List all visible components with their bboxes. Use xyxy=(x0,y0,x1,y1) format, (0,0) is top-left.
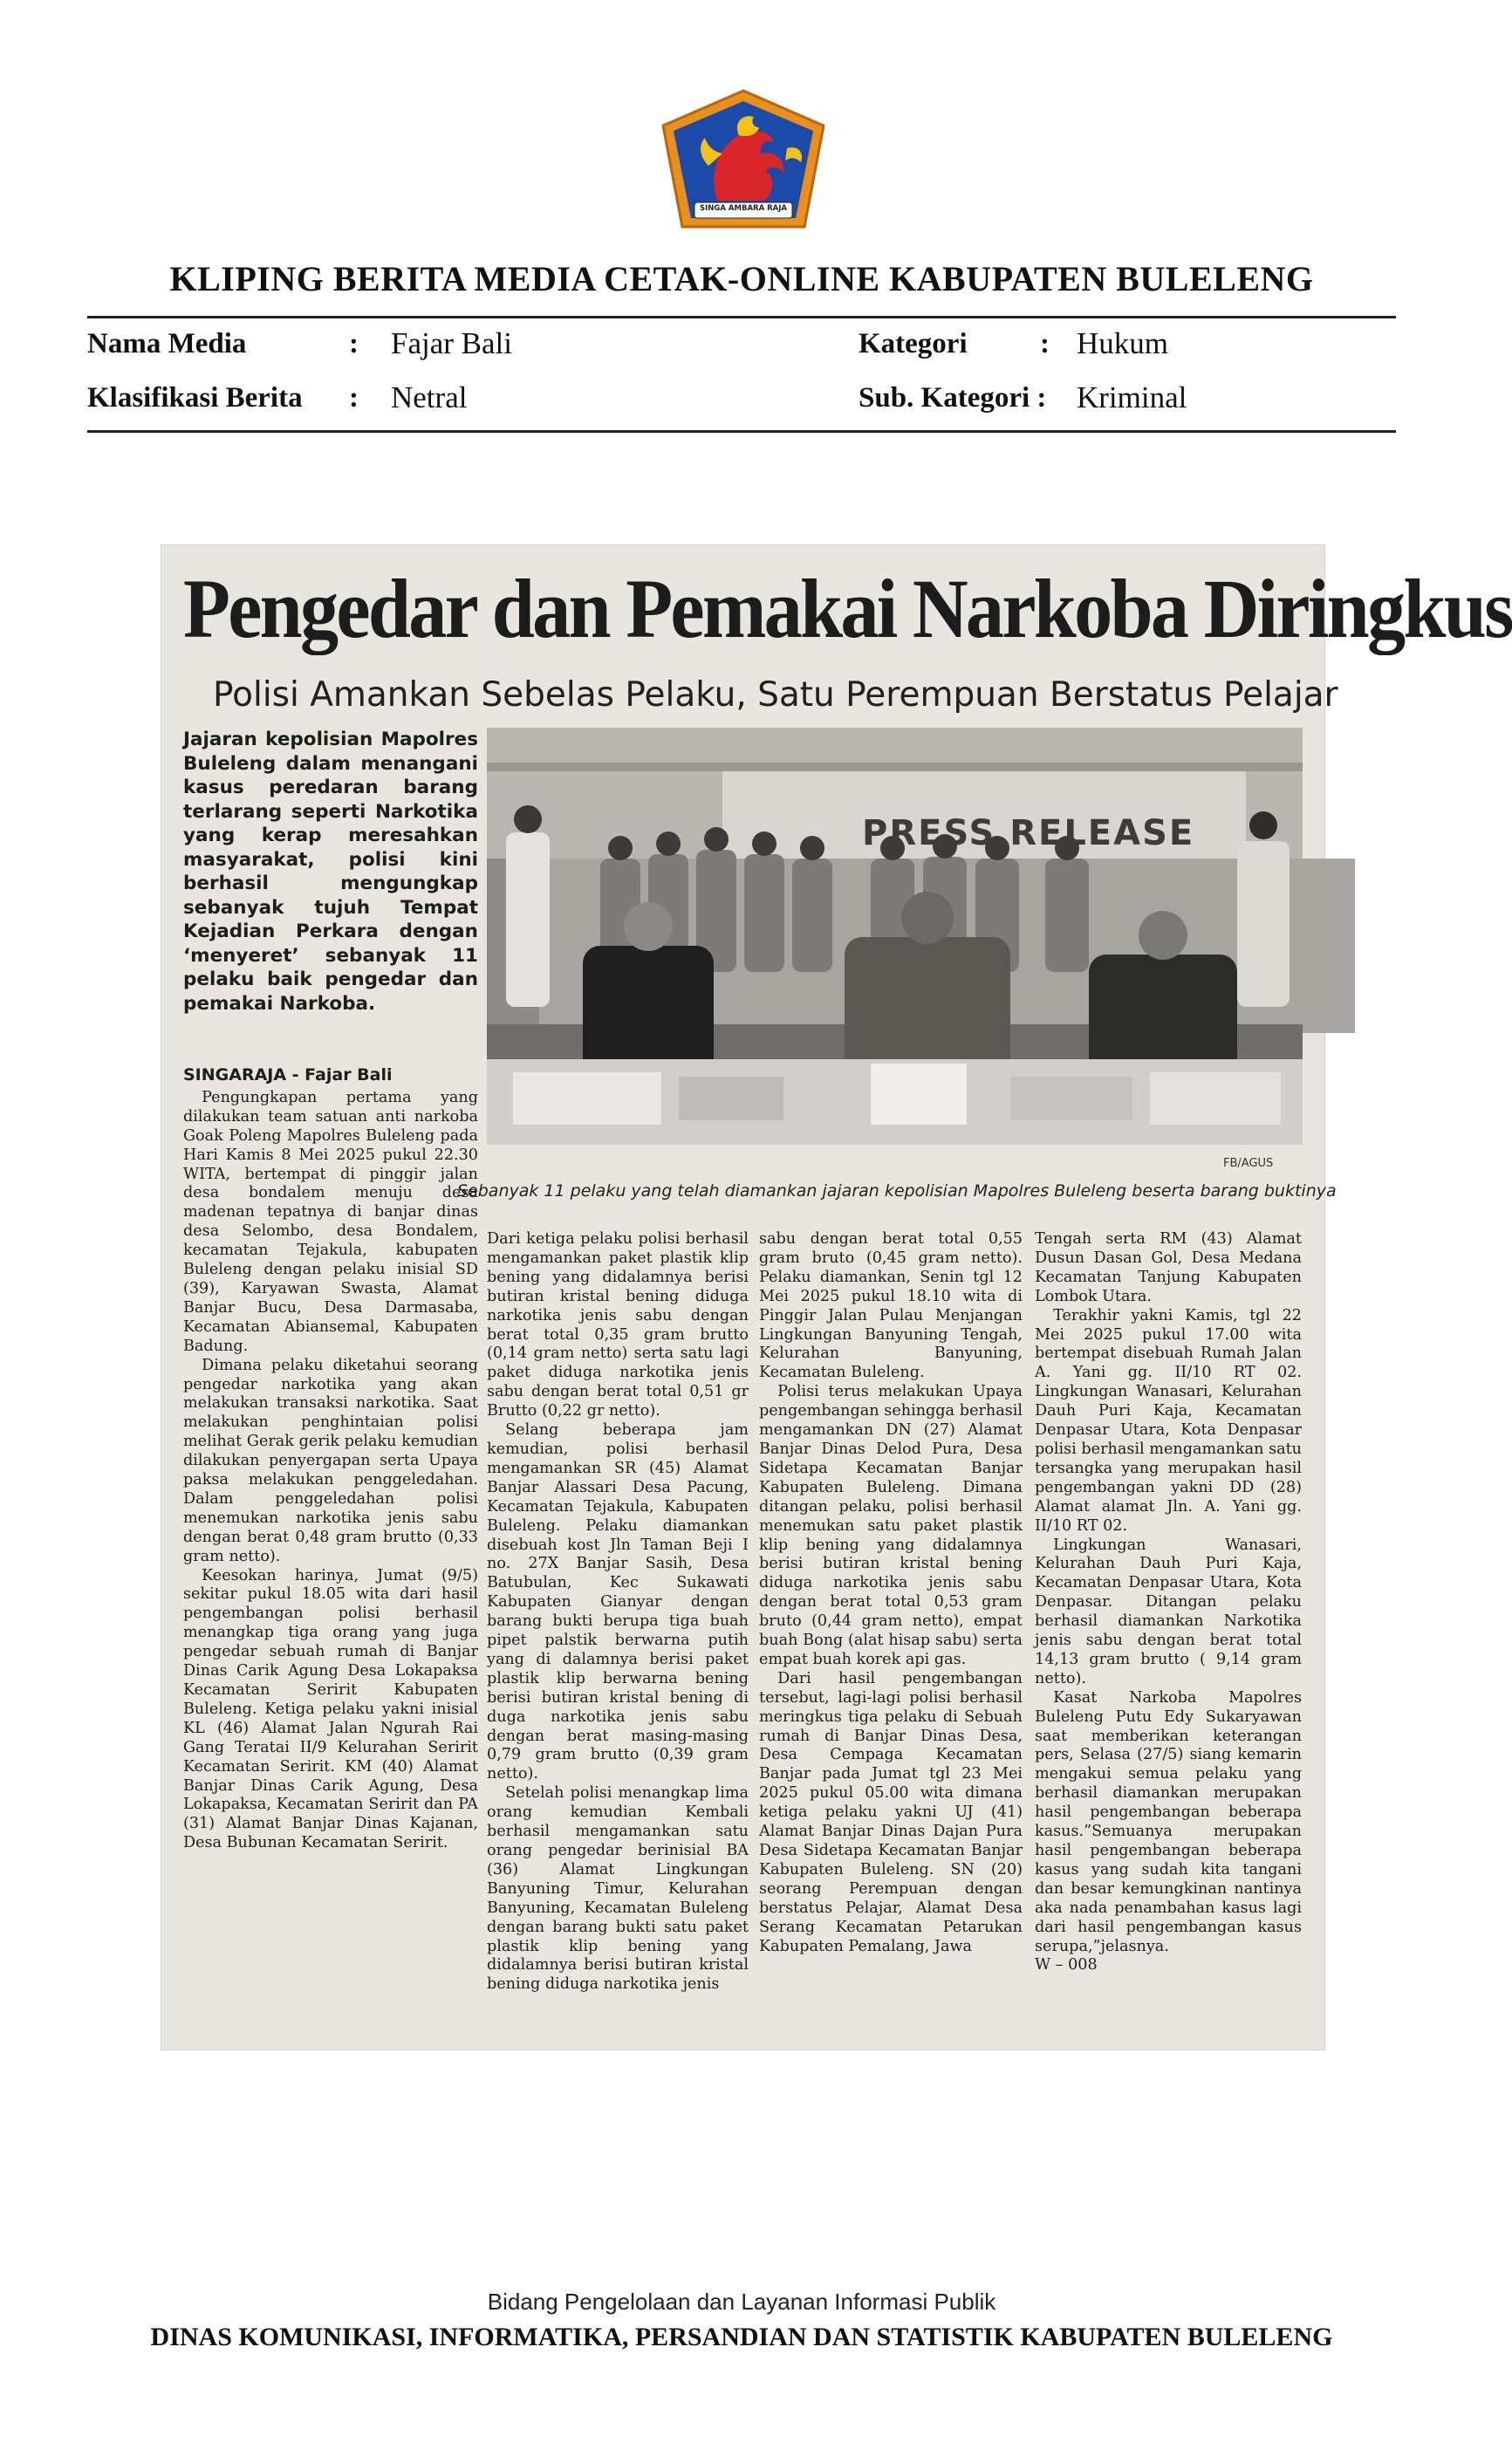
column-2-paragraph: Setelah polisi menangkap lima orang kemudian Kembali berhasil mengamankan satu orang pengedar berinisial BA (36) Alamat Lingkungan Banyuning Timur, Kelurahan Banyuning, Kecamatan Buleleng dengan barang bukti satu paket plastik klip bening yang didalamnya berisi butiran kristal bening diduga narkotika jenis xyxy=(487,1784,749,1994)
footer-department: Bidang Pengelolaan dan Layanan Informasi Publik xyxy=(487,2289,996,2315)
nama-media-colon: : xyxy=(349,328,359,359)
buleleng-emblem-logo xyxy=(656,87,831,236)
nama-media-label: Nama Media xyxy=(87,328,247,359)
press-release-banner: PRESS RELEASE xyxy=(862,813,1195,853)
article-column-3 xyxy=(759,1230,1023,1956)
column-4-paragraph: Tengah serta RM (43) Alamat Dusun Dasan Gol, Desa Medana Kecamatan Tanjung Kabupaten Lombok Utara. xyxy=(1035,1230,1302,1305)
press-release-photo xyxy=(487,728,1303,1145)
column-1-paragraph: Keesokan harinya, Jumat (9/5) sekitar pukul 18.05 wita dari hasil pengembangan polisi berhasil menangkap tiga orang yang juga pengedar sebuah rumah di Banjar Dinas Carik Agung Desa Lokapaksa Kecamatan Seririt Kabupaten Buleleng. Ketiga pelaku yakni inisial KL (46) Alamat Jalan Ngurah Rai Gang Teratai II/9 Kelurahan Seririt Kecamatan Seririt. KM (40) Alamat Banjar Dinas Carik Agung, Desa Lokapaksa, Kecamatan Seririt dan PA (31) Alamat Banjar Dinas Kajanan, Desa Bubunan Kecamatan Seririt. xyxy=(183,1566,478,1852)
subkategori-value: Kriminal xyxy=(1077,380,1187,414)
subkategori-label: Sub. Kategori : xyxy=(859,382,1047,414)
article-column-2 xyxy=(487,1230,749,1995)
column-3-paragraph: Dari hasil pengembangan tersebut, lagi-lagi polisi berhasil meringkus tiga pelaku di Sebuah rumah di Banjar Dinas Desa, Desa Cempaga Kecamatan Banjar pada Jumat tgl 23 Mei 2025 pukul 05.00 wita dimana ketiga pelaku yakni UJ (41) Alamat Banjar Dinas Dajan Pura Desa Sidetapa Kecamatan Banjar Kabupaten Buleleng. SN (20) seorang Perempuan dengan berstatus Pelajar, Alamat Desa Serang Kecamatan Petarukan Kabupaten Pemalang, Jawa xyxy=(759,1669,1023,1955)
column-2-paragraph: Dari ketiga pelaku polisi berhasil mengamankan paket plastik klip bening yang didalamnya berisi butiran kristal bening diduga narkotika jenis sabu dengan berat total 0,35 gram brutto (0,14 gram netto) serta satu lagi paket diduga narkotika jenis sabu dengan berat total 0,51 gr Brutto (0,22 gr netto). xyxy=(487,1230,749,1420)
article-lead: Jajaran kepolisian Mapolres Buleleng dalam menangani kasus peredaran barang terlarang seperti Narkotika yang kerap meresahkan masyarakat, polisi kini berhasil mengungkap sebanyak tujuh Tempat Kejadian Perkara dengan ‘menyeret’ sebanyak 11 pelaku baik pengedar dan pemakai Narkoba. xyxy=(183,729,478,1015)
article-headline: Pengedar dan Pemakai Narkoba Diringkus xyxy=(183,562,1512,655)
article-column-1 xyxy=(183,1066,478,1853)
column-4-paragraph: Kasat Narkoba Mapolres Buleleng Putu Edy Sukaryawan saat memberikan keterangan pers, Selasa (27/5) siang kemarin mengakui semua pelaku yang berhasil diamankan merupakan hasil pengembangan beberapa kasus.”Semuanya merupakan hasil pengembangan beberapa kasus yang sudah kita tangani dan besar kemungkinan nantinya aka nada penambahan kasus lagi dari hasil pengembangan kasus serupa,”jelasnya. xyxy=(1035,1688,1302,1955)
article-dateline: SINGARAJA - Fajar Bali xyxy=(183,1065,393,1085)
klasifikasi-label: Klasifikasi Berita xyxy=(87,382,303,414)
column-1-paragraph: Dimana pelaku diketahui seorang pengedar narkotika yang akan melakukan transaksi narkotika. Saat melakukan penghintaian polisi melihat Gerak gerik pelaku kemudian dilakukan penyergapan serta Upaya paksa melakukan penggeledahan. Dalam penggeledahan polisi menemukan narkotika jenis sabu dengan berat 0,48 gram brutto (0,33 gram netto). xyxy=(183,1356,478,1565)
column-4-paragraph: Terakhir yakni Kamis, tgl 22 Mei 2025 pukul 17.00 wita bertempat disebuah Rumah Jalan A. Yani gg. II/10 RT 02. Lingkungan Wanasari, Kelurahan Dauh Puri Kaja, Kecamatan Denpasar Utara, Kota Denpasar polisi berhasil mengamankan satu tersangka yang merupakan hasil pengembangan yakni DD (28) Alamat alamat Jln. A. Yani gg. II/10 RT 02. xyxy=(1035,1306,1302,1535)
column-3-paragraph: Polisi terus melakukan Upaya pengembangan sehingga berhasil mengamankan DN (27) Alamat Banjar Dinas Delod Pura, Desa Sidetapa Kecamatan Banjar Kabupaten Buleleng. Dimana ditangan pelaku, polisi berhasil menemukan satu paket plastik klip bening yang didalamnya berisi butiran kristal bening diduga narkotika jenis sabu dengan berat total 0,53 gram bruto (0,44 gram netto), empat buah Bong (alat hisap sabu) serta empat buah korek api gas. xyxy=(759,1383,1023,1668)
column-1-paragraph: Pengungkapan pertama yang dilakukan team satuan anti narkoba Goak Poleng Mapolres Buleleng pada Hari Kamis 8 Mei 2025 pukul 22.30 WITA, bertempat di pinggir jalan desa bondalem menuju desa madenan tepatnya di banjar dinas desa Selombo, desa Bondalem, kecamatan Tejakula, kabupaten Buleleng dengan pelaku inisial SD (39), Karyawan Swasta, Alamat Banjar Bucu, Desa Darmasaba, Kecamatan Abiansemal, Kabupaten Badung. xyxy=(183,1088,478,1355)
article-author-code: W – 008 xyxy=(1035,1956,1098,1974)
kategori-colon: : xyxy=(1040,328,1050,359)
logo-motto: SINGA AMBARA RAJA xyxy=(700,204,787,213)
article-column-4 xyxy=(1035,1230,1302,1975)
column-3-paragraph: sabu dengan berat total 0,55 gram bruto (0,45 gram netto). Pelaku diamankan, Senin tgl 12 Mei 2025 pukul 18.10 wita di Pinggir Jalan Pulau Menjangan Lingkungan Banyuning Tengah, Kelurahan Banyuning, Kecamatan Buleleng. xyxy=(759,1230,1023,1382)
article-subheadline: Polisi Amankan Sebelas Pelaku, Satu Perempuan Berstatus Pelajar xyxy=(213,675,1338,715)
title-divider xyxy=(87,316,1396,318)
kategori-label: Kategori xyxy=(859,328,968,359)
klasifikasi-value: Netral xyxy=(391,380,468,414)
column-2-paragraph: Selang beberapa jam kemudian, polisi berhasil mengamankan SR (45) Alamat Banjar Alassari Desa Pacung, Kecamatan Tejakula, Kabupaten Buleleng. Pelaku diamankan disebuah kost Jln Taman Beji I no. 27X Banjar Sasih, Desa Batubulan, Kec Sukawati Kabupaten Gianyar dengan barang bukti berupa tiga buah pipet palstik berwarna putih yang di dalamnya berisi paket plastik klip berwarna bening berisi butiran kristal bening di duga narkotika jenis sabu dengan berat masing-masing 0,79 gram brutto (0,39 gram netto). xyxy=(487,1421,749,1783)
klasifikasi-colon: : xyxy=(349,382,359,414)
kategori-value: Hukum xyxy=(1077,326,1168,360)
page-title: KLIPING BERITA MEDIA CETAK-ONLINE KABUPATEN BULELENG xyxy=(169,259,1314,298)
photo-credit: FB/AGUS xyxy=(1223,1157,1274,1170)
newspaper-clipping xyxy=(161,544,1512,2050)
nama-media-value: Fajar Bali xyxy=(391,326,512,360)
footer-agency: DINAS KOMUNIKASI, INFORMATIKA, PERSANDIAN DAN STATISTIK KABUPATEN BULELENG xyxy=(150,2323,1333,2351)
meta-divider xyxy=(87,430,1396,433)
column-4-paragraph: Lingkungan Wanasari, Kelurahan Dauh Puri Kaja, Kecamatan Denpasar Utara, Kota Denpasar. Ditangan pelaku berhasil diamankan Narkotika jenis sabu dengan berat total 14,13 gram brutto ( 9,14 gram netto). xyxy=(1035,1536,1302,1687)
photo-caption: Sebanyak 11 pelaku yang telah diamankan jajaran kepolisian Mapolres Buleleng beserta barang buktinya xyxy=(457,1181,1337,1201)
